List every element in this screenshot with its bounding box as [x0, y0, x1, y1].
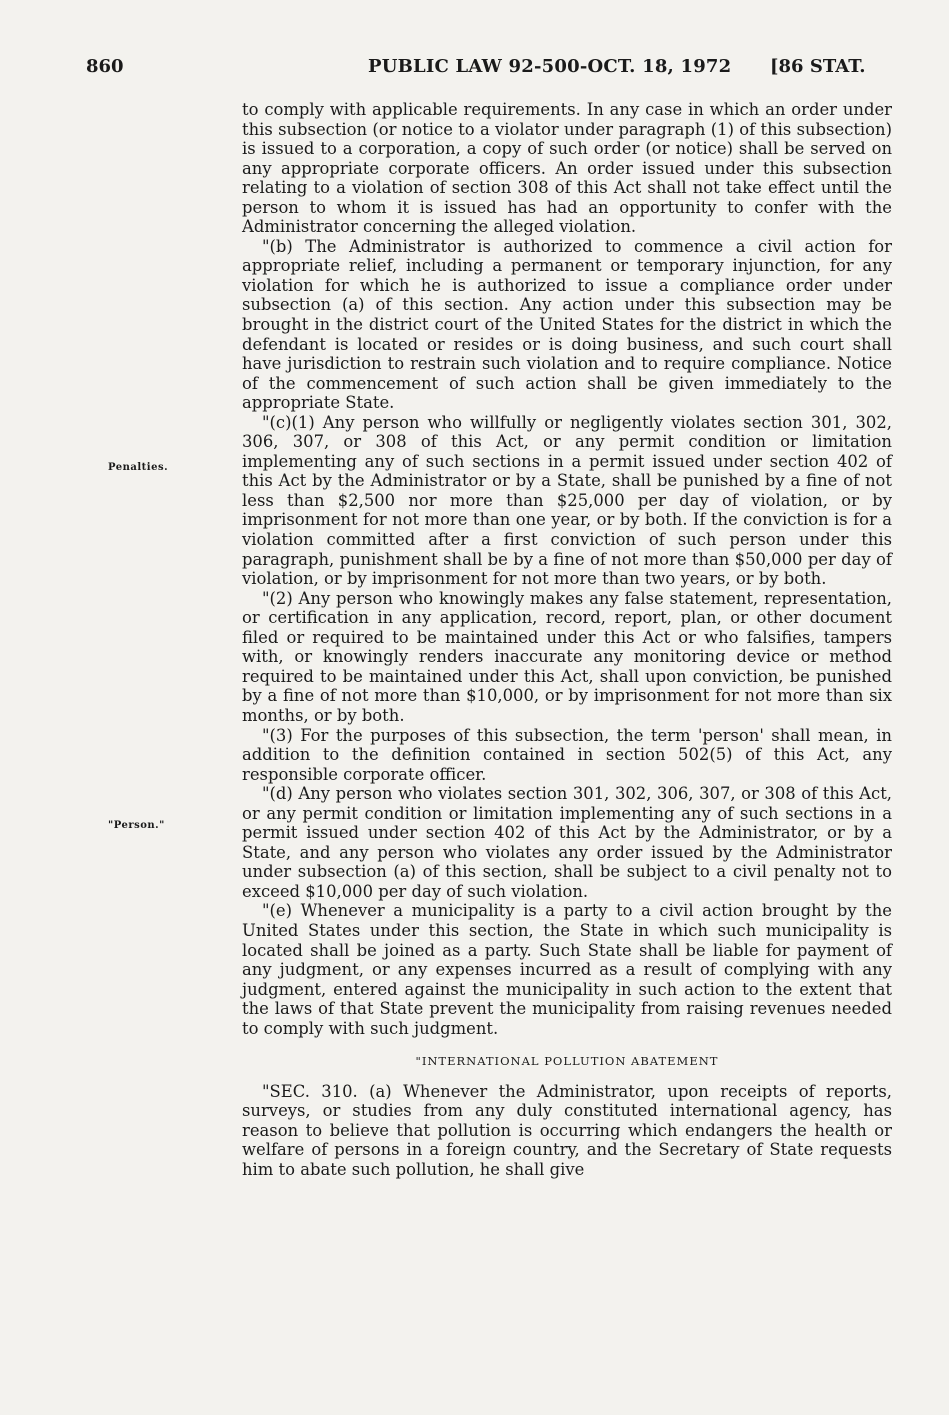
body-text — [242, 100, 892, 1180]
paragraph-c1: "(c)(1) Any person who willfully or negligently violates section 301, 302, 306, 307, or 308 of this Act, or any permit condition or limitation implementing any of such sections in a permit issued under section 402 of this Act by the Administrator or by a State, shall be punished by a fine of not less than $2,500 nor more than $25,000 per day of violation, or by imprisonment for not more than one year, or by both. If the conviction is for a violation committed after a first conviction of such person under this paragraph, punishment shall be by a fine of not more than $50,000 per day of violation, or by imprisonment for not more than two years, or by both. — [242, 412, 892, 589]
paragraph-continuation: to comply with applicable requirements. In any case in which an order under this subsection (or notice to a violator under paragraph (1) of this subsection) is issued to a corporation, a copy of such order (or notice) shall be served on any appropriate corporate officers. An order issued under this subsection relating to a violation of section 308 of this Act shall not take effect until the person to whom it is issued has had an opportunity to confer with the Administrator concerning the alleged violation. — [242, 100, 892, 237]
paragraph-e: "(e) Whenever a municipality is a party to a civil action brought by the United States under this section, the State in which such municipality is located shall be joined as a party. Such State shall be liable for payment of any judgment, or any expenses incurred as a result of complying with any judgment, entered against the municipality in such action to the extent that the laws of that State prevent the municipality from raising revenues needed to comply with such judgment. — [242, 901, 892, 1038]
section-heading: "INTERNATIONAL POLLUTION ABATEMENT — [415, 1054, 719, 1069]
running-head: PUBLIC LAW 92-500-OCT. 18, 1972 — [368, 56, 732, 77]
page-number: 860 — [86, 56, 124, 77]
paragraph-c2: "(2) Any person who knowingly makes any false statement, representation, or certification in any application, record, report, plan, or other document filed or required to be maintained under this Act or who falsifies, tampers with, or knowingly renders inaccurate any monitoring device or method required to be maintained under this Act, shall upon conviction, be punished by a fine of not more than $10,000, or by imprisonment for not more than six months, or by both. — [242, 588, 892, 725]
paragraph-c3: "(3) For the purposes of this subsection, the term 'person' shall mean, in addition to the definition contained in section 502(5) of this Act, any responsible corporate officer. — [242, 725, 892, 784]
paragraph-sec-310: "SEC. 310. (a) Whenever the Administrator, upon receipts of reports, surveys, or studies from any duly constituted international agency, has reason to believe that pollution is occurring which endangers the health or welfare of persons in a foreign country, and the Secretary of State requests him to abate such pollution, he shall give — [242, 1081, 892, 1179]
paragraph-d: "(d) Any person who violates section 301, 302, 306, 307, or 308 of this Act, or any permit condition or limitation implementing any of such sections in a permit issued under section 402 of this Act by the Administrator, or by a State, and any person who violates any order issued by the Administrator under subsection (a) of this section, shall be subject to a civil penalty not to exceed $10,000 per day of such violation. — [242, 784, 892, 901]
paragraph-b: "(b) The Administrator is authorized to commence a civil action for appropriate relief, including a permanent or temporary injunction, for any violation for which he is authorized to issue a compliance order under subsection (a) of this section. Any action under this subsection may be brought in the district court of the United States for the district in which the defendant is located or resides or is doing business, and such court shall have jurisdiction to restrain such violation and to require compliance. Notice of the commencement of such action shall be given immediately to the appropriate State. — [242, 236, 892, 413]
stat-reference: [86 STAT. — [770, 56, 866, 77]
margin-note-penalties: Penalties. — [108, 462, 169, 473]
margin-note-person: "Person." — [108, 820, 165, 831]
